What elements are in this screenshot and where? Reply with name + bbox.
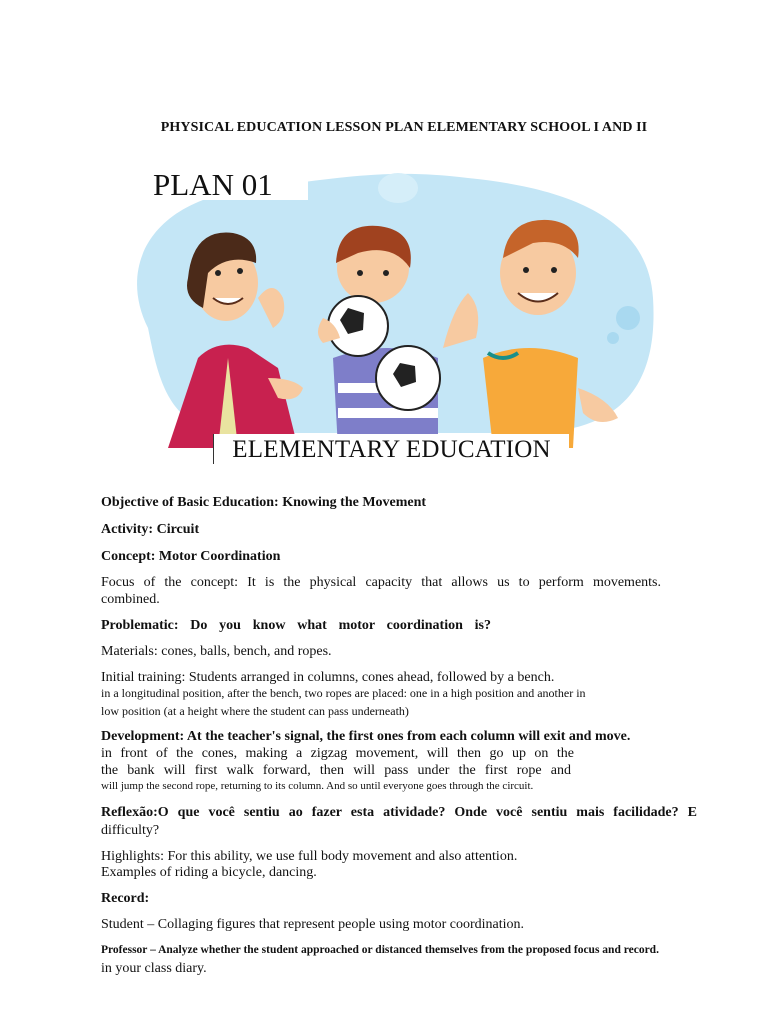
activity-line: Activity: Circuit: [101, 522, 200, 537]
development-line-2: in front of the cones, making a zigzag movement, will then go up on the: [101, 746, 574, 761]
document-title: PHYSICAL EDUCATION LESSON PLAN ELEMENTARY SCHOOL I AND II: [160, 120, 648, 135]
development-line-4: will jump the second rope, returning to its column. And so until everyone goes through the circuit.: [101, 780, 534, 792]
initial-line-3: low position (at a height where the student can pass underneath): [101, 704, 409, 718]
reflexao-line-2: difficulty?: [101, 823, 160, 838]
materials-line: Materials: cones, balls, bench, and ropes.: [101, 644, 332, 659]
student-line: Student – Collaging figures that represent people using motor coordination.: [101, 917, 525, 932]
highlights-line-1: Highlights: For this ability, we use full body movement and also attention.: [101, 849, 518, 864]
development-line-1: Development: At the teacher's signal, the first ones from each column will exit and move.: [101, 729, 631, 744]
concept-line: Concept: Motor Coordination: [101, 549, 281, 564]
plan-title: PLAN 01: [150, 168, 308, 200]
focus-line-2: combined.: [101, 592, 160, 607]
children-illustration: [108, 158, 673, 470]
problematic-line: Problematic: Do you know what motor coordination is?: [101, 618, 491, 633]
section-banner: ELEMENTARY EDUCATION: [213, 434, 569, 464]
focus-line-1: Focus of the concept: It is the physical capacity that allows us to perform movements.: [101, 575, 661, 590]
professor-line-1: Professor – Analyze whether the student approached or distanced themselves from the proposed focus and record.: [101, 944, 659, 956]
initial-line-1: Initial training: Students arranged in columns, cones ahead, followed by a bench.: [101, 670, 555, 685]
initial-line-2: in a longitudinal position, after the bench, two ropes are placed: one in a high position and another in: [101, 686, 586, 700]
highlights-line-2: Examples of riding a bicycle, dancing.: [101, 865, 317, 880]
reflexao-line-1: Reflexão:O que você sentiu ao fazer esta atividade? Onde você sentiu mais facilidade? E: [101, 805, 697, 820]
objective-line: Objective of Basic Education: Knowing the Movement: [101, 495, 427, 510]
record-heading: Record:: [101, 891, 150, 906]
professor-line-2: in your class diary.: [101, 961, 207, 976]
development-line-3: the bank will first walk forward, then will pass under the first rope and: [101, 763, 571, 778]
